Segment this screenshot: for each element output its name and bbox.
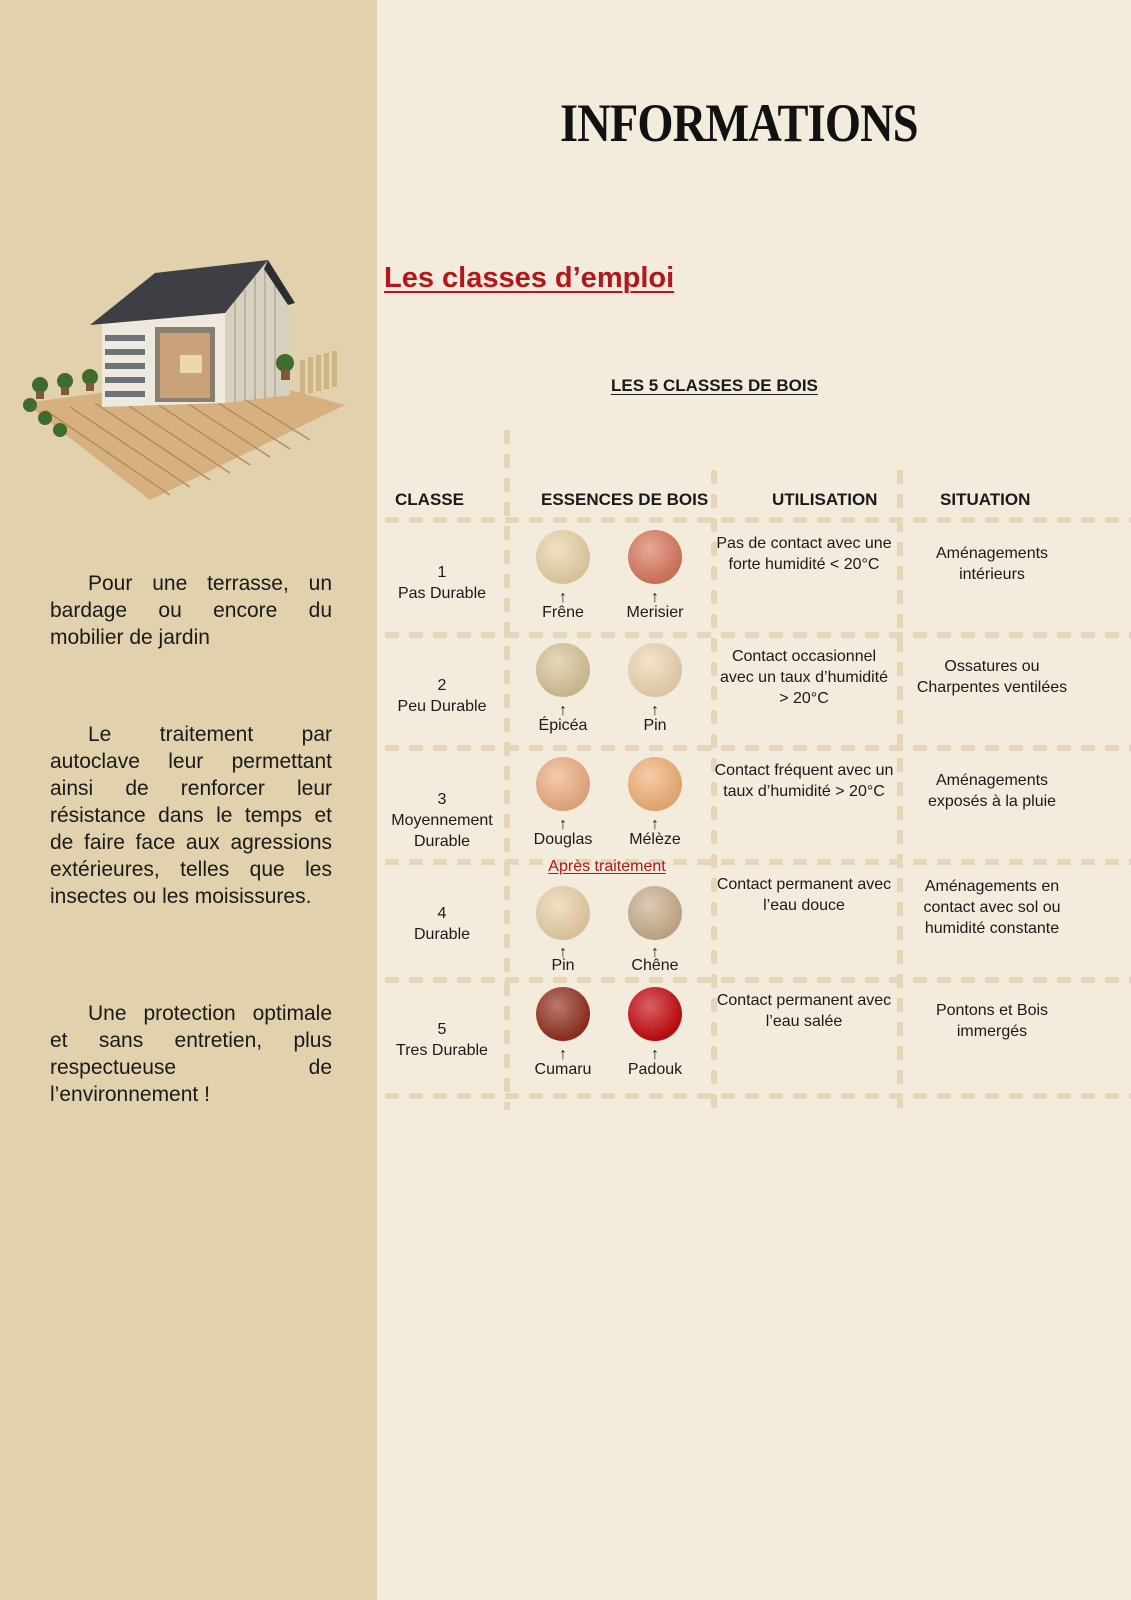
arrow-icon: ↑ bbox=[559, 816, 567, 833]
header-utilisation: UTILISATION bbox=[772, 490, 878, 509]
arrow-icon: ↑ bbox=[559, 702, 567, 719]
situation-cell: Aménagements en contact avec sol ou humidité constante bbox=[923, 878, 1061, 937]
class-cell bbox=[377, 675, 507, 717]
header-essences: ESSENCES DE BOIS bbox=[541, 490, 709, 509]
wood-swatch-pin bbox=[628, 643, 682, 697]
situation-cell: Aménagements intérieurs bbox=[935, 545, 1049, 583]
wood-classes-table bbox=[377, 430, 1131, 1110]
class-number: 5 bbox=[437, 1021, 447, 1038]
class-number: 3 bbox=[437, 791, 447, 808]
class-number: 2 bbox=[437, 677, 447, 694]
garden-house-illustration bbox=[20, 255, 350, 505]
wood-name: Chêne bbox=[631, 957, 679, 974]
class-label: Tres Durable bbox=[396, 1042, 488, 1059]
utilisation-cell: Contact occasionnel avec un taux d’humidité > 20°C bbox=[719, 648, 889, 707]
arrow-icon: ↑ bbox=[651, 1046, 659, 1063]
class-label: Moyennement Durable bbox=[391, 812, 493, 850]
wood-swatch-pin bbox=[536, 886, 590, 940]
utilisation-cell: Contact permanent avec l’eau salée bbox=[716, 992, 892, 1030]
wood-swatch-épicéa bbox=[536, 643, 590, 697]
treatment-note: Après traitement bbox=[548, 858, 666, 875]
sidebar bbox=[0, 0, 377, 1600]
wood-name: Padouk bbox=[627, 1061, 683, 1078]
wood-swatch-padouk bbox=[628, 987, 682, 1041]
class-cell bbox=[377, 562, 507, 604]
arrow-icon: ↑ bbox=[559, 944, 567, 961]
wood-name: Frêne bbox=[542, 604, 584, 621]
wood-swatch-cumaru bbox=[536, 987, 590, 1041]
table-row bbox=[377, 982, 1131, 1094]
wood-name: Mélèze bbox=[629, 831, 681, 848]
class-number: 4 bbox=[437, 905, 447, 922]
arrow-icon: ↑ bbox=[651, 702, 659, 719]
wood-swatch-merisier bbox=[628, 530, 682, 584]
class-label: Pas Durable bbox=[397, 585, 487, 602]
class-cell bbox=[377, 789, 507, 852]
section-subtitle: Les classes d’emploi bbox=[384, 262, 675, 294]
sidebar-paragraph-protection: Une protection optimale et sans entretien, plus respectueuse de l’environnement ! bbox=[50, 1002, 332, 1106]
arrow-icon: ↑ bbox=[651, 816, 659, 833]
table-title: LES 5 CLASSES DE BOIS bbox=[611, 376, 818, 395]
wood-swatch-mélèze bbox=[628, 757, 682, 811]
table-row bbox=[377, 752, 1131, 864]
arrow-icon: ↑ bbox=[651, 589, 659, 606]
wood-swatch-frêne bbox=[536, 530, 590, 584]
utilisation-cell: Pas de contact avec une forte humidité < 20°C bbox=[716, 535, 892, 573]
situation-cell: Aménagements exposés à la pluie bbox=[927, 772, 1057, 810]
class-cell bbox=[377, 1019, 507, 1061]
utilisation-cell: Contact fréquent avec un taux d’humidité > 20°C bbox=[714, 762, 894, 800]
wood-name: Douglas bbox=[533, 831, 593, 848]
table-row bbox=[377, 638, 1131, 750]
wood-name: Pin bbox=[551, 957, 575, 974]
wood-name: Pin bbox=[643, 717, 667, 734]
wood-name: Épicéa bbox=[538, 717, 588, 734]
class-cell bbox=[377, 903, 507, 945]
class-number: 1 bbox=[437, 564, 447, 581]
arrow-icon: ↑ bbox=[651, 944, 659, 961]
table-row bbox=[377, 525, 1131, 637]
class-label: Durable bbox=[413, 926, 471, 943]
utilisation-cell: Contact permanent avec l’eau douce bbox=[716, 876, 892, 914]
sidebar-paragraph-intro: Pour une terrasse, un bardage ou encore du mobilier de jardin bbox=[50, 572, 332, 649]
wood-swatch-douglas bbox=[536, 757, 590, 811]
situation-cell: Ossatures ou Charpentes ventilées bbox=[916, 658, 1068, 696]
class-label: Peu Durable bbox=[397, 698, 487, 715]
wood-name: Cumaru bbox=[534, 1061, 592, 1078]
page-title: INFORMATIONS bbox=[560, 93, 918, 153]
header-situation: SITUATION bbox=[940, 490, 1031, 509]
table-row bbox=[377, 858, 1131, 978]
arrow-icon: ↑ bbox=[559, 589, 567, 606]
wood-swatch-chêne bbox=[628, 886, 682, 940]
situation-cell: Pontons et Bois immergés bbox=[935, 1002, 1049, 1040]
header-classe: CLASSE bbox=[395, 490, 464, 509]
wood-name: Merisier bbox=[626, 604, 684, 621]
sidebar-paragraph-treatment: Le traitement par autoclave leur permettant ainsi de renforcer leur résistance dans le temps et de faire face aux agressions extérieures, telles que les insectes ou les moisissures. bbox=[50, 723, 332, 908]
arrow-icon: ↑ bbox=[559, 1046, 567, 1063]
